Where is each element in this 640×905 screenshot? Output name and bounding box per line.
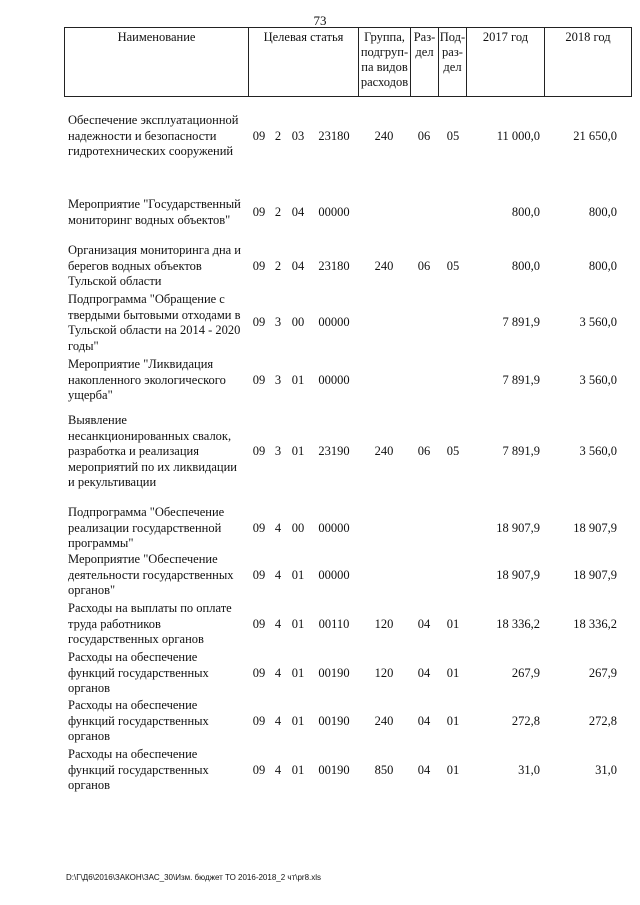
table-row (0, 552, 640, 599)
amount-2018: 18 336,2 (573, 617, 617, 631)
event-code: 01 (291, 666, 305, 680)
event-code: 04 (291, 259, 305, 273)
amount-2017: 800,0 (511, 205, 540, 219)
amount-2018: 31,0 (595, 763, 617, 777)
event-code: 01 (291, 763, 305, 777)
group-cell: 850 (374, 763, 394, 777)
amount-2017: 11 000,0 (496, 129, 540, 143)
subprogram-code: 3 (274, 315, 282, 329)
subprogram-code: 2 (274, 205, 282, 219)
section-cell: 04 (417, 617, 431, 631)
table-row (0, 413, 640, 491)
program-code: 09 (252, 568, 266, 582)
table-row (0, 698, 640, 745)
group-cell: 120 (374, 617, 394, 631)
amount-2017: 7 891,9 (502, 315, 540, 329)
row-name: Расходы на обеспечение функций государственных органов (68, 698, 209, 743)
section-cell: 04 (417, 763, 431, 777)
subprogram-code: 4 (274, 617, 282, 631)
direction-code: 23180 (318, 129, 350, 143)
program-code: 09 (252, 129, 266, 143)
page-number: 73 (313, 13, 327, 28)
table-row (0, 113, 640, 160)
table-row (0, 505, 640, 552)
row-name: Расходы на выплаты по оплате труда работников государственных органов (68, 601, 232, 646)
event-code: 00 (291, 521, 305, 535)
group-cell: 240 (374, 444, 394, 458)
amount-2017: 800,0 (511, 259, 540, 273)
program-code: 09 (252, 714, 266, 728)
table-row (0, 357, 640, 404)
section-cell: 06 (417, 129, 431, 143)
group-cell: 120 (374, 666, 394, 680)
program-code: 09 (252, 315, 266, 329)
subprogram-code: 2 (274, 259, 282, 273)
section-cell: 06 (417, 259, 431, 273)
row-name: Подпрограмма "Обеспечение реализации государственной программы" (68, 505, 225, 550)
subsection-cell: 05 (446, 129, 460, 143)
header-target: Целевая статья (248, 27, 358, 97)
subprogram-code: 4 (274, 568, 282, 582)
subsection-cell: 01 (446, 617, 460, 631)
subprogram-code: 4 (274, 666, 282, 680)
amount-2017: 7 891,9 (502, 373, 540, 387)
amount-2017: 18 907,9 (496, 568, 540, 582)
direction-code: 00190 (318, 763, 350, 777)
table-row (0, 650, 640, 697)
amount-2018: 267,9 (588, 666, 617, 680)
event-code: 01 (291, 714, 305, 728)
header-name: Наименование (64, 27, 248, 97)
direction-code: 00190 (318, 714, 350, 728)
header-subsection: Под- раз- дел (438, 27, 466, 97)
amount-2018: 3 560,0 (579, 444, 617, 458)
amount-2018: 21 650,0 (573, 129, 617, 143)
subsection-cell: 01 (446, 763, 460, 777)
program-code: 09 (252, 666, 266, 680)
direction-code: 00000 (318, 521, 350, 535)
subprogram-code: 3 (274, 373, 282, 387)
subsection-cell: 01 (446, 714, 460, 728)
direction-code: 00000 (318, 315, 350, 329)
amount-2018: 3 560,0 (579, 315, 617, 329)
row-name: Расходы на обеспечение функций государственных органов (68, 747, 209, 792)
subsection-cell: 01 (446, 666, 460, 680)
subprogram-code: 3 (274, 444, 282, 458)
table-row (0, 292, 640, 354)
table-header (64, 27, 632, 97)
direction-code: 00000 (318, 568, 350, 582)
direction-code: 00000 (318, 373, 350, 387)
header-2017: 2017 год (466, 27, 544, 97)
row-name: Мероприятие "Государственный мониторинг водных объектов" (68, 197, 241, 227)
program-code: 09 (252, 373, 266, 387)
program-code: 09 (252, 521, 266, 535)
table-row (0, 197, 640, 228)
event-code: 03 (291, 129, 305, 143)
event-code: 00 (291, 315, 305, 329)
amount-2017: 31,0 (518, 763, 540, 777)
subsection-cell: 05 (446, 259, 460, 273)
amount-2018: 3 560,0 (579, 373, 617, 387)
amount-2017: 272,8 (511, 714, 540, 728)
section-cell: 04 (417, 714, 431, 728)
amount-2017: 18 907,9 (496, 521, 540, 535)
amount-2017: 267,9 (511, 666, 540, 680)
subprogram-code: 4 (274, 763, 282, 777)
table-row (0, 601, 640, 648)
amount-2018: 800,0 (588, 205, 617, 219)
group-cell: 240 (374, 129, 394, 143)
section-cell: 06 (417, 444, 431, 458)
row-name: Выявление несанкционированных свалок, разработка и реализация мероприятий по их ликвидации и рекультивации (68, 413, 238, 489)
row-name: Обеспечение эксплуатационной надежности и безопасности гидротехнических сооружений (68, 113, 239, 158)
amount-2018: 800,0 (588, 259, 617, 273)
header-group: Группа, подгруп- па видов расходов (358, 27, 410, 97)
event-code: 01 (291, 373, 305, 387)
direction-code: 23190 (318, 444, 350, 458)
row-name: Организация мониторинга дна и берегов водных объектов Тульской области (68, 243, 241, 288)
direction-code: 00110 (318, 617, 350, 631)
table-row (0, 243, 640, 290)
table-row (0, 747, 640, 794)
amount-2018: 18 907,9 (573, 568, 617, 582)
event-code: 01 (291, 444, 305, 458)
event-code: 01 (291, 568, 305, 582)
subprogram-code: 4 (274, 714, 282, 728)
program-code: 09 (252, 617, 266, 631)
row-name: Мероприятие "Ликвидация накопленного экологического ущерба" (68, 357, 226, 402)
direction-code: 00000 (318, 205, 350, 219)
direction-code: 00190 (318, 666, 350, 680)
subprogram-code: 2 (274, 129, 282, 143)
subprogram-code: 4 (274, 521, 282, 535)
header-section: Раз- дел (410, 27, 438, 97)
program-code: 09 (252, 259, 266, 273)
amount-2018: 18 907,9 (573, 521, 617, 535)
event-code: 01 (291, 617, 305, 631)
amount-2018: 272,8 (588, 714, 617, 728)
section-cell: 04 (417, 666, 431, 680)
amount-2017: 18 336,2 (496, 617, 540, 631)
group-cell: 240 (374, 259, 394, 273)
row-name: Мероприятие "Обеспечение деятельности государственных органов" (68, 552, 234, 597)
subsection-cell: 05 (446, 444, 460, 458)
row-name: Подпрограмма "Обращение с твердыми бытовыми отходами в Тульской области на 2014 - 2020 годы" (68, 292, 241, 353)
group-cell: 240 (374, 714, 394, 728)
file-path-footer: D:\Г\Д6\2016\ЗАКОН\ЗАС_30\Изм. бюджет ТО 2016-2018_2 чт\pr8.xls (66, 873, 322, 882)
header-2018: 2018 год (544, 27, 632, 97)
program-code: 09 (252, 205, 266, 219)
row-name: Расходы на обеспечение функций государственных органов (68, 650, 209, 695)
amount-2017: 7 891,9 (502, 444, 540, 458)
event-code: 04 (291, 205, 305, 219)
program-code: 09 (252, 763, 266, 777)
direction-code: 23180 (318, 259, 350, 273)
program-code: 09 (252, 444, 266, 458)
